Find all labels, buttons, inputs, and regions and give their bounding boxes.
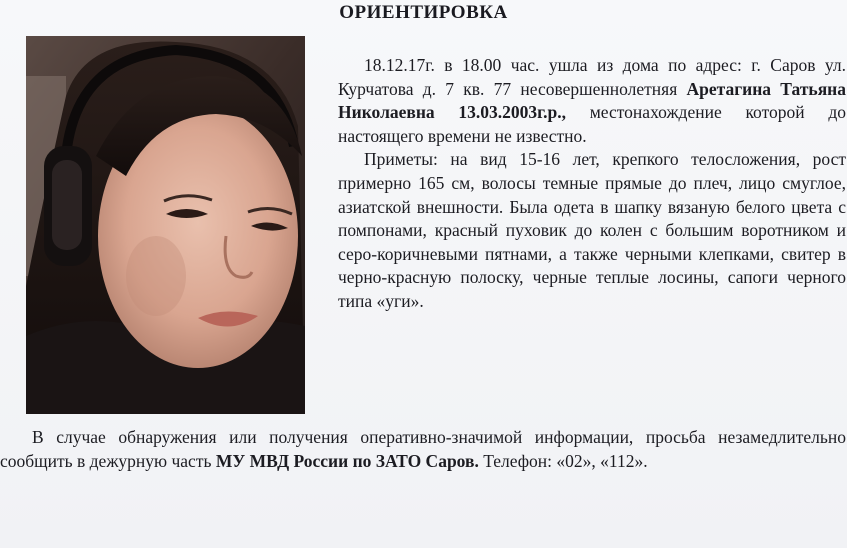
disappearance-tail: местонахождение которой до настоящего времени не известно. — [338, 102, 846, 146]
contact-paragraph — [0, 426, 846, 473]
disappearance-paragraph — [338, 54, 846, 148]
disappearance-intro: 18.12.17г. в 18.00 час. ушла из дома по адрес: г. Саров ул. Курчатова д. 7 кв. 77 несовершеннолетняя — [338, 55, 846, 99]
contact-intro: В случае обнаружения или получения оперативно-значимой информации, просьба незамедлительно сообщить в дежурную часть — [0, 427, 846, 471]
person-name-dob: Аретагина Татьяна Николаевна 13.03.2003г.р., — [338, 78, 846, 123]
police-department: МУ МВД России по ЗАТО Саров. — [215, 450, 479, 471]
description-paragraph: Приметы: на вид 15-16 лет, крепкого телосложения, рост примерно 165 см, волосы темные прямые до плеч, лицо смуглое, азиатской внешности. Была одета в шапку вязаную белого цвета с помпонами, красный пуховик до колен с большим воротником и серо-коричневыми пятнами, а также черными клепками, свитер в черно-красную полоску, черные теплые лосины, сапоги черного типа «уги». — [338, 149, 846, 311]
notice-title: ОРИЕНТИРОВКА — [339, 2, 508, 23]
notice-body — [338, 54, 846, 314]
contact-phone: Телефон: «02», «112». — [478, 450, 648, 471]
missing-person-photo — [26, 36, 305, 414]
contact-section — [0, 426, 846, 473]
